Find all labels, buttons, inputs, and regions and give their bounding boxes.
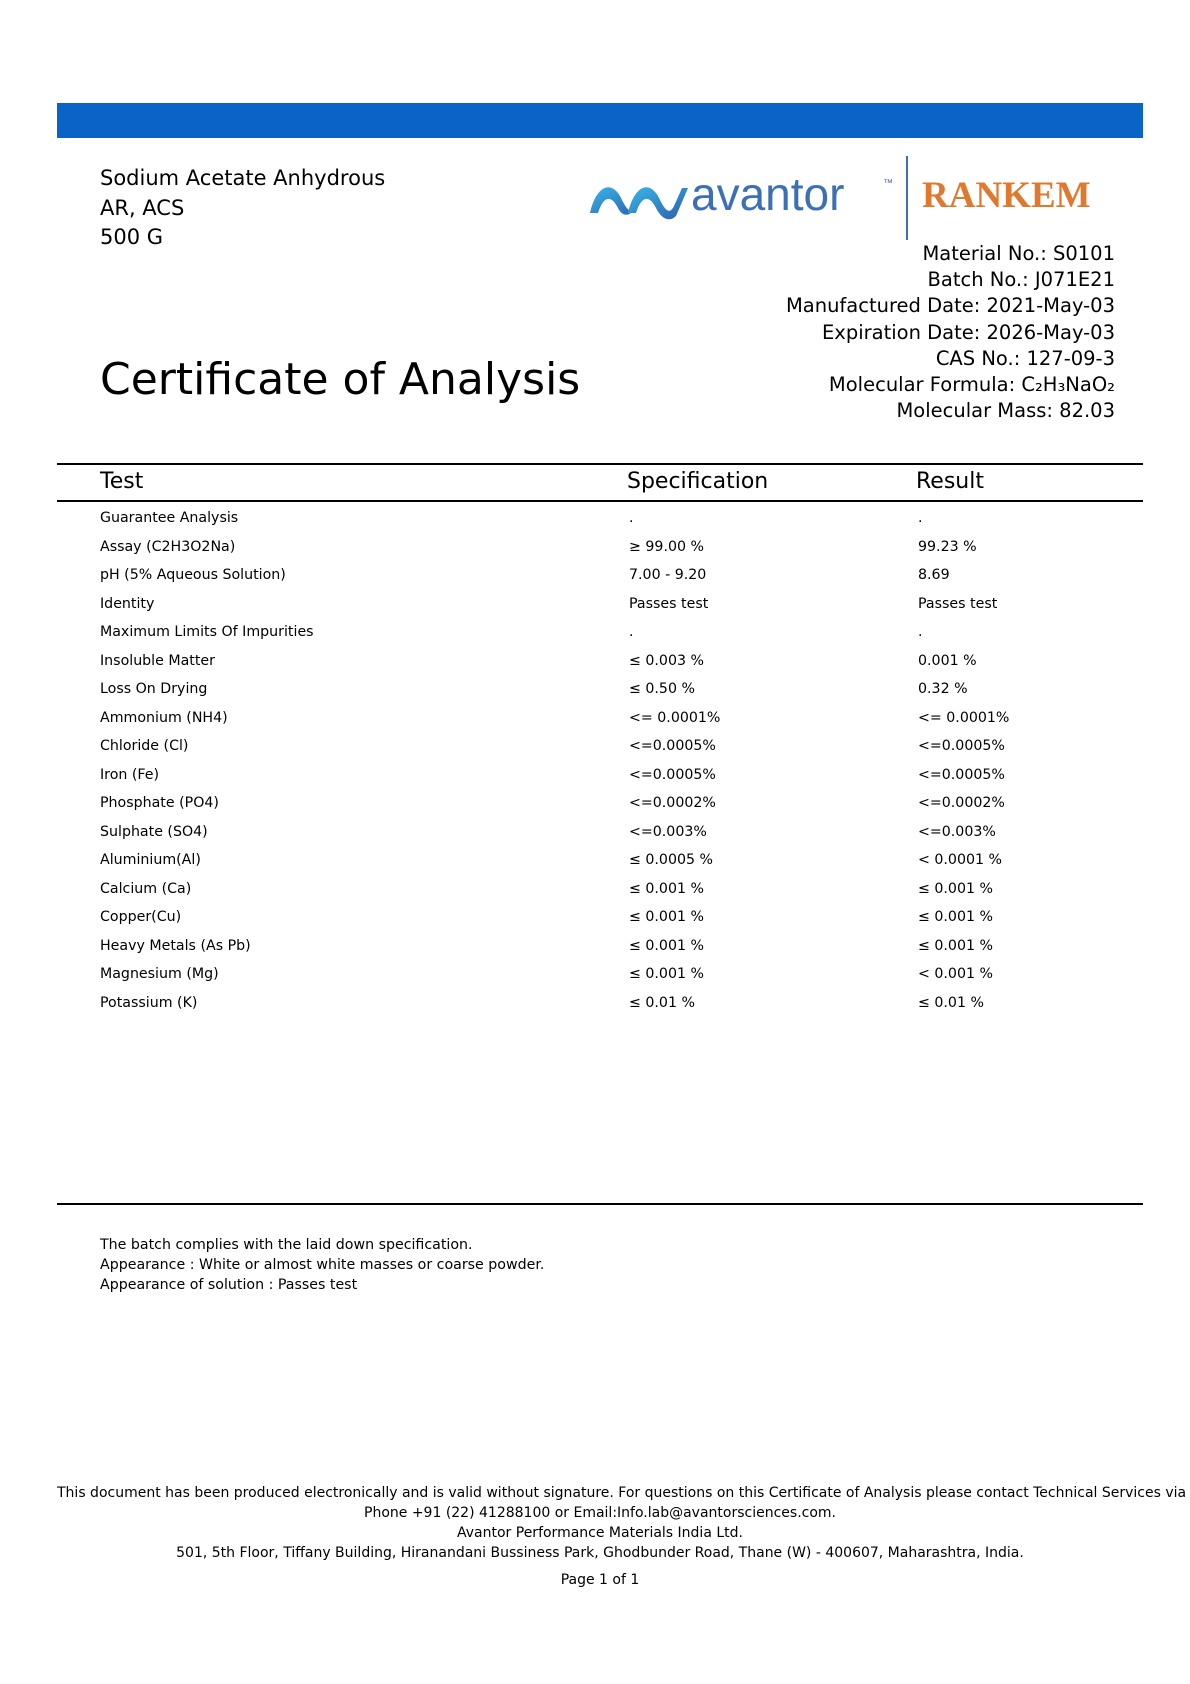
cell-specification: . <box>629 624 634 640</box>
table-row <box>0 533 1190 562</box>
cell-result: ≤ 0.001 % <box>918 937 994 954</box>
table-row <box>0 732 1190 761</box>
footer-disclaimer <box>57 1483 1187 1563</box>
table-row <box>0 960 1190 989</box>
cell-specification: ≤ 0.001 % <box>629 937 705 954</box>
company-logo <box>588 156 1116 242</box>
cell-specification: . <box>629 510 634 526</box>
document-title: Certificate of Analysis <box>100 354 581 405</box>
cell-result: ≤ 0.001 % <box>918 909 994 925</box>
cell-specification: 7.00 - 9.20 <box>629 567 707 583</box>
note-line: The batch complies with the laid down specification. <box>100 1237 473 1253</box>
logo-divider <box>906 156 908 240</box>
cell-test: Magnesium (Mg) <box>100 966 219 982</box>
table-top-rule <box>57 463 1143 465</box>
note-line: Appearance : White or almost white masses or coarse powder. <box>100 1257 545 1273</box>
cell-result: < 0.0001 % <box>918 852 1003 868</box>
cell-result: <=0.0005% <box>918 766 1005 783</box>
batch-details <box>786 241 1115 424</box>
cell-result: . <box>918 624 923 640</box>
table-row <box>0 590 1190 619</box>
cell-test: Chloride (Cl) <box>100 738 189 754</box>
cell-test: Sulphate (SO4) <box>100 823 208 840</box>
header-result: Result <box>916 469 984 494</box>
table-bottom-rule <box>57 1203 1143 1205</box>
table-row <box>0 647 1190 676</box>
cell-specification: <= 0.0001% <box>629 709 721 726</box>
molecular-mass: Molecular Mass: 82.03 <box>896 399 1115 423</box>
footer-line: Phone +91 (22) 41288100 or Email:Info.lab@avantorsciences.com. <box>364 1505 836 1521</box>
cell-result: 0.32 % <box>918 681 968 697</box>
cell-result: <=0.003% <box>918 823 996 840</box>
cell-specification: Passes test <box>629 595 709 612</box>
table-row <box>0 504 1190 533</box>
cell-result: 0.001 % <box>918 652 977 669</box>
cell-test: Loss On Drying <box>100 681 208 697</box>
batch-number: Batch No.: J071E21 <box>927 268 1115 292</box>
footer-line: Avantor Performance Materials India Ltd. <box>457 1525 743 1541</box>
cell-specification: ≤ 0.50 % <box>629 681 695 697</box>
cell-specification: <=0.0002% <box>629 795 716 811</box>
molecular-formula: Molecular Formula: C₂H₃NaO₂ <box>828 373 1115 397</box>
table-header-rule <box>57 500 1143 502</box>
table-row <box>0 818 1190 847</box>
note-line: Appearance of solution : Passes test <box>100 1277 358 1293</box>
cell-result: . <box>918 510 923 526</box>
cell-result: ≤ 0.001 % <box>918 880 994 897</box>
cell-test: Guarantee Analysis <box>100 510 239 526</box>
product-info <box>100 164 385 253</box>
cell-test: Aluminium(Al) <box>100 852 201 868</box>
compliance-notes <box>100 1235 544 1295</box>
manufactured-date: Manufactured Date: 2021-May-03 <box>785 294 1115 318</box>
cell-result: < 0.001 % <box>918 966 994 982</box>
cell-test: Potassium (K) <box>100 994 198 1011</box>
cell-test: Assay (C2H3O2Na) <box>100 538 236 555</box>
cell-specification: ≤ 0.001 % <box>629 966 705 982</box>
cell-test: Iron (Fe) <box>100 766 160 783</box>
table-row <box>0 932 1190 961</box>
cell-specification: ≤ 0.0005 % <box>629 852 714 868</box>
footer-line: 501, 5th Floor, Tiffany Building, Hiranandani Bussiness Park, Ghodbunder Road, Thane (W) - 400607, Maharashtra, India. <box>176 1545 1024 1561</box>
cell-test: Maximum Limits Of Impurities <box>100 624 314 640</box>
cell-specification: <=0.003% <box>629 823 707 840</box>
cell-test: Insoluble Matter <box>100 652 215 669</box>
cell-test: Calcium (Ca) <box>100 880 192 897</box>
cell-specification: <=0.0005% <box>629 766 716 783</box>
header-test: Test <box>100 469 144 494</box>
cell-result: 99.23 % <box>918 538 977 555</box>
table-row <box>0 789 1190 818</box>
cell-result: 8.69 <box>918 567 950 583</box>
cell-specification: <=0.0005% <box>629 738 716 754</box>
rankem-wordmark: RANKEM <box>922 175 1091 216</box>
cell-specification: ≤ 0.001 % <box>629 880 705 897</box>
product-size: 500 G <box>100 225 164 249</box>
cell-specification: ≤ 0.003 % <box>629 652 705 669</box>
cell-result: ≤ 0.01 % <box>918 994 984 1011</box>
table-row <box>0 846 1190 875</box>
cell-test: pH (5% Aqueous Solution) <box>100 567 286 583</box>
table-row <box>0 561 1190 590</box>
avantor-wordmark: avantor <box>691 168 845 220</box>
trademark-symbol: ™ <box>883 178 893 189</box>
footer-line: This document has been produced electronically and is valid without signature. For questions on this Certificate of Analysis please contact Technical Services via <box>57 1485 1187 1501</box>
cell-result: <=0.0002% <box>918 795 1005 811</box>
results-table-body <box>0 504 1190 1017</box>
cell-test: Ammonium (NH4) <box>100 709 228 726</box>
header-color-bar <box>57 103 1143 138</box>
page-number: Page 1 of 1 <box>560 1572 640 1588</box>
cell-test: Identity <box>100 595 155 612</box>
avantor-mark-icon <box>590 187 688 219</box>
cas-number: CAS No.: 127-09-3 <box>935 346 1115 370</box>
product-name: Sodium Acetate Anhydrous <box>100 166 386 190</box>
cell-result: Passes test <box>918 595 998 612</box>
table-row <box>0 675 1190 704</box>
cell-test: Phosphate (PO4) <box>100 795 219 811</box>
table-row <box>0 903 1190 932</box>
cell-specification: ≥ 99.00 % <box>629 538 705 555</box>
cell-specification: ≤ 0.01 % <box>629 994 695 1011</box>
table-row <box>0 618 1190 647</box>
header-specification: Specification <box>627 469 769 494</box>
material-number: Material No.: S0101 <box>922 242 1115 265</box>
table-row <box>0 875 1190 904</box>
table-row <box>0 761 1190 790</box>
cell-test: Copper(Cu) <box>100 909 182 925</box>
table-row <box>0 989 1190 1018</box>
cell-result: <=0.0005% <box>918 738 1005 754</box>
cell-test: Heavy Metals (As Pb) <box>100 937 251 954</box>
table-row <box>0 704 1190 733</box>
cell-result: <= 0.0001% <box>918 709 1010 726</box>
expiration-date: Expiration Date: 2026-May-03 <box>821 320 1115 344</box>
product-grade: AR, ACS <box>100 195 185 220</box>
cell-specification: ≤ 0.001 % <box>629 909 705 925</box>
